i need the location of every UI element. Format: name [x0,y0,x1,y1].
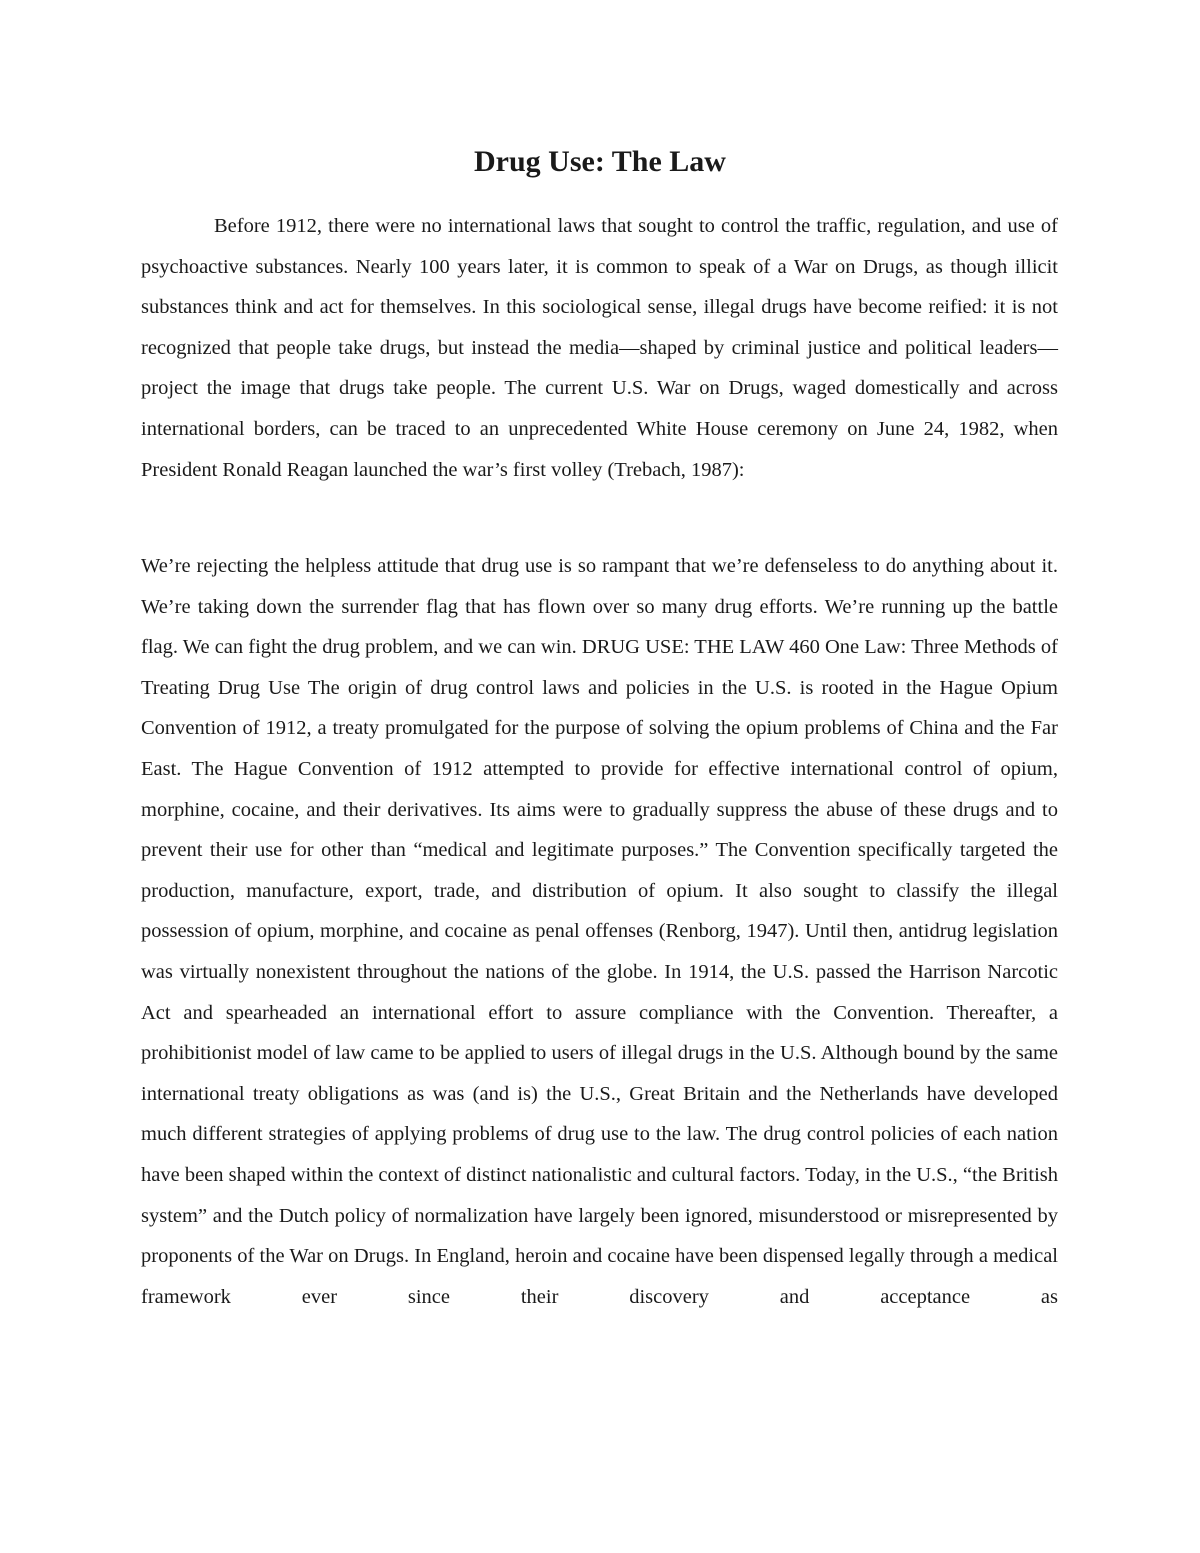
document-title: Drug Use: The Law [474,145,726,178]
intro-paragraph: Before 1912, there were no international laws that sought to control the traffic, regulation, and use of psychoactive substances. Nearly 100 years later, it is common to speak of a War on Drugs, as though illicit substances think and act for themselves. In this sociological sense, illegal drugs have become reified: it is not recognized that people take drugs, but instead the media—shaped by criminal justice and political leaders—project the image that drugs take people. The current U.S. War on Drugs, waged domestically and across international borders, can be traced to an unprecedented White House ceremony on June 24, 1982, when President Ronald Reagan launched the war’s first volley (Trebach, 1987): [141,215,1058,481]
quote-and-history-paragraph: We’re rejecting the helpless attitude that drug use is so rampant that we’re defenseless to do anything about it. We’re taking down the surrender flag that has flown over so many drug efforts. We’re running up the battle flag. We can fight the drug problem, and we can win. DRUG USE: THE LAW 460 One Law: Three Methods of Treating Drug Use The origin of drug control laws and policies in the U.S. is rooted in the Hague Opium Convention of 1912, a treaty promulgated for the purpose of solving the opium problems of China and the Far East. The Hague Convention of 1912 attempted to provide for effective international control of opium, morphine, cocaine, and their derivatives. Its aims were to gradually suppress the abuse of these drugs and to prevent their use for other than “medical and legitimate purposes.” The Convention specifically targeted the production, manufacture, export, trade, and distribution of opium. It also sought to classify the illegal possession of opium, morphine, and cocaine as penal offenses (Renborg, 1947). Until then, antidrug legislation was virtually nonexistent throughout the nations of the globe. In 1914, the U.S. passed the Harrison Narcotic Act and spearheaded an international effort to assure compliance with the Convention. Thereafter, a prohibitionist model of law came to be applied to users of illegal drugs in the U.S. Although bound by the same international treaty obligations as was (and is) the U.S., Great Britain and the Netherlands have developed much different strategies of applying problems of drug use to the law. The drug control policies of each nation have been shaped within the context of distinct nationalistic and cultural factors. Today, in the U.S., “the British system” and the Dutch policy of normalization have largely been ignored, misunderstood or misrepresented by proponents of the War on Drugs. In England, heroin and cocaine have been dispensed legally through a medical framework ever since their discovery and acceptance as [141,555,1058,1308]
